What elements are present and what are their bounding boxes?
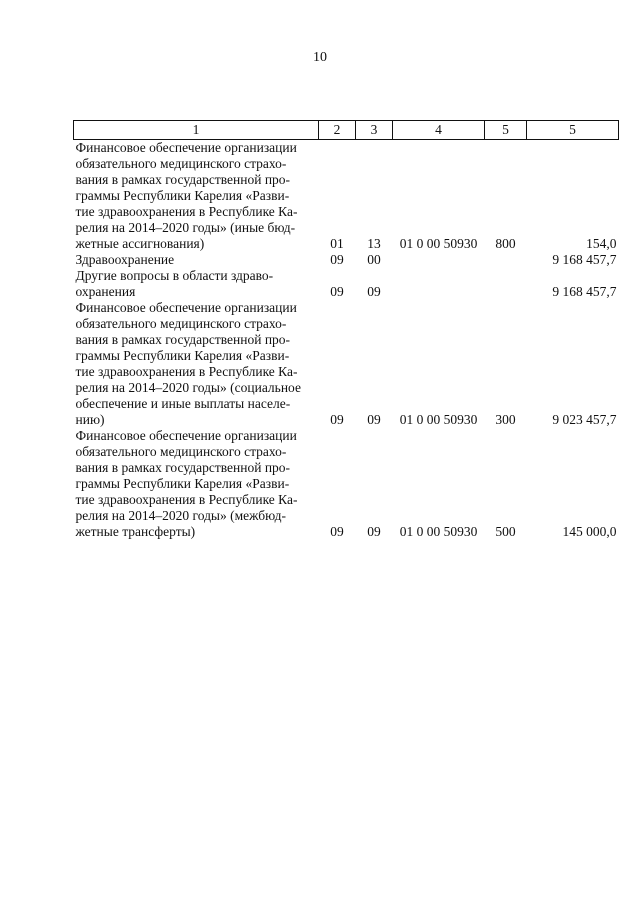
- row-target-article: 01 0 00 50930: [399, 412, 478, 427]
- header-col-3: 3: [356, 121, 393, 140]
- row-name: [74, 300, 319, 428]
- row-name-line: релия на 2014–2020 годы» (иные бюд-: [75, 220, 296, 235]
- row-name-line: обязательного медицинского страхо-: [75, 316, 287, 331]
- row-name-line: жетные ассигнования): [75, 236, 205, 251]
- row-name-line: обеспечение и иные выплаты населе-: [75, 396, 291, 411]
- row-name-line: вания в рамках государственной про-: [75, 460, 291, 475]
- row-section-code: 09: [330, 284, 344, 299]
- row-section-code: 01: [330, 236, 344, 251]
- row-name-line: Финансовое обеспечение организации: [75, 428, 297, 443]
- row-name-line: Другие вопросы в области здраво-: [75, 268, 274, 283]
- table-header-row: [74, 121, 619, 140]
- row-section-code: 09: [330, 412, 344, 427]
- row-name: [74, 268, 319, 300]
- row-name-line: тие здравоохранения в Республике Ка-: [75, 492, 298, 507]
- row-subsection-code: 09: [367, 412, 381, 427]
- row-target-article: [393, 252, 485, 268]
- row-name-line: Здравоохранение: [75, 252, 175, 267]
- row-target-article: [393, 268, 485, 300]
- row-name-line: обязательного медицинского страхо-: [75, 444, 287, 459]
- row-expense-type: 800: [495, 236, 516, 251]
- row-name-line: охранения: [75, 284, 136, 299]
- header-col-2: 2: [319, 121, 356, 140]
- row-amount: 9 023 457,7: [552, 412, 617, 427]
- table-body: [74, 140, 619, 541]
- row-section-code: 09: [330, 252, 344, 267]
- row-name-line: вания в рамках государственной про-: [75, 332, 291, 347]
- row-name: [74, 252, 319, 268]
- row-name-line: вания в рамках государственной про-: [75, 172, 291, 187]
- row-name-line: Финансовое обеспечение организации: [75, 300, 297, 315]
- header-col-6: 5: [527, 121, 619, 140]
- row-name-line: тие здравоохранения в Республике Ка-: [75, 204, 298, 219]
- row-subsection-code: 09: [367, 524, 381, 539]
- table-row: [74, 252, 619, 268]
- header-col-1: 1: [74, 121, 319, 140]
- row-name-line: тие здравоохранения в Республике Ка-: [75, 364, 298, 379]
- row-name-line: Финансовое обеспечение организации: [75, 140, 297, 155]
- row-name: [74, 140, 319, 253]
- row-name-line: релия на 2014–2020 годы» (социальное: [75, 380, 301, 395]
- header-col-4: 4: [393, 121, 485, 140]
- row-name-line: релия на 2014–2020 годы» (межбюд-: [75, 508, 286, 523]
- row-amount: 9 168 457,7: [552, 284, 617, 299]
- row-name-line: нию): [75, 412, 105, 427]
- row-section-code: 09: [330, 524, 344, 539]
- table-row: [74, 268, 619, 300]
- table-row: [74, 140, 619, 253]
- budget-table: [73, 120, 619, 540]
- row-amount: 145 000,0: [562, 524, 617, 539]
- page-number: 10: [313, 50, 327, 65]
- row-amount: 154,0: [586, 236, 617, 251]
- row-name-line: граммы Республики Карелия «Разви-: [75, 188, 290, 203]
- row-target-article: 01 0 00 50930: [399, 236, 478, 251]
- header-col-5: 5: [485, 121, 527, 140]
- row-name-line: граммы Республики Карелия «Разви-: [75, 476, 290, 491]
- row-expense-type: [485, 268, 527, 300]
- row-subsection-code: 00: [367, 252, 381, 267]
- row-subsection-code: 13: [367, 236, 381, 251]
- row-expense-type: 300: [495, 412, 516, 427]
- row-name-line: граммы Республики Карелия «Разви-: [75, 348, 290, 363]
- row-target-article: 01 0 00 50930: [399, 524, 478, 539]
- row-subsection-code: 09: [367, 284, 381, 299]
- row-name-line: жетные трансферты): [75, 524, 196, 539]
- row-amount: 9 168 457,7: [552, 252, 617, 267]
- row-name: [74, 428, 319, 540]
- row-expense-type: 500: [495, 524, 516, 539]
- row-expense-type: [485, 252, 527, 268]
- table-row: [74, 428, 619, 540]
- row-name-line: обязательного медицинского страхо-: [75, 156, 287, 171]
- table-row: [74, 300, 619, 428]
